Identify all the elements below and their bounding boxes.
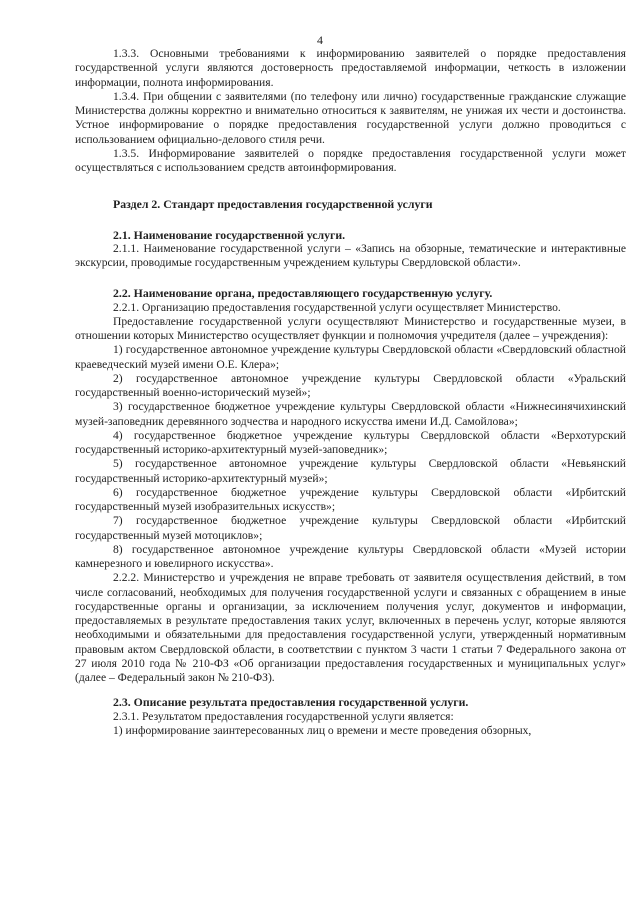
list-item-museum: 7) государственное бюджетное учреждение культуры Свердловской области «Ирбитский государственный музей мотоциклов»;	[75, 514, 626, 542]
list-item-museum: 3) государственное бюджетное учреждение культуры Свердловской области «Нижнесинячихинский музей-заповедник деревянного зодчества и народного искусства имени И.Д. Самойлова»;	[75, 400, 626, 428]
paragraph-2-2-1: 2.2.1. Организацию предоставления государственной услуги осуществляет Министерство.	[113, 300, 561, 314]
paragraph-1-3-5: 1.3.5. Информирование заявителей о порядке предоставления государственной услуги может осуществляться с использованием средств автоинформирования.	[75, 146, 626, 174]
subsection-2-1-heading: 2.1. Наименование государственной услуги.	[113, 227, 346, 242]
subsection-2-3-heading: 2.3. Описание результата предоставления государственной услуги.	[113, 695, 469, 710]
paragraph-2-1-1: 2.1.1. Наименование государственной услуги – «Запись на обзорные, тематические и интерактивные экскурсии, проводимые государственным учреждением культуры Свердловской области».	[75, 241, 626, 269]
paragraph-2-2-1-cont: Предоставление государственной услуги осуществляют Министерство и государственные музеи, в отношении которых Министерство осуществляет функции и полномочия учредителя (далее – учреждения):	[75, 314, 626, 342]
document-body	[75, 47, 626, 738]
paragraph-2-3-1: 2.3.1. Результатом предоставления государственной услуги является:	[113, 709, 454, 723]
section-2-heading: Раздел 2. Стандарт предоставления государственной услуги	[113, 197, 433, 212]
list-item-museum: 5) государственное автономное учреждение культуры Свердловской области «Невьянский государственный историко-архитектурный музей»;	[75, 457, 626, 485]
paragraph-1-3-3: 1.3.3. Основными требованиями к информированию заявителей о порядке предоставления государственной услуги являются достоверность предоставляемой информации, четкость в изложении информации, полнота информирования.	[75, 47, 626, 89]
list-item-museum: 1) государственное автономное учреждение культуры Свердловской области «Свердловский областной краеведческий музей имени О.Е. Клера»;	[75, 343, 626, 371]
paragraph-1-3-4: 1.3.4. При общении с заявителями (по телефону или лично) государственные гражданские служащие Министерства должны корректно и внимательно относиться к заявителям, не унижая их чести и достоинства. Устное информирование о порядке предоставления государственной услуги должно проводиться с использованием официально-делового стиля речи.	[75, 89, 626, 146]
list-item-museum: 4) государственное бюджетное учреждение культуры Свердловской области «Верхотурский государственный историко-архитектурный музей-заповедник»;	[75, 428, 626, 456]
list-item-museum: 8) государственное автономное учреждение культуры Свердловской области «Музей истории камнерезного и ювелирного искусства».	[75, 542, 626, 570]
list-item-museum: 2) государственное автономное учреждение культуры Свердловской области «Уральский государственный военно-исторический музей»;	[75, 371, 626, 399]
page-number: 4	[317, 33, 323, 47]
paragraph-2-3-1-item-1: 1) информирование заинтересованных лиц о времени и месте проведения обзорных,	[113, 723, 532, 737]
list-item-museum: 6) государственное бюджетное учреждение культуры Свердловской области «Ирбитский государственный музей изобразительных искусств»;	[75, 485, 626, 513]
subsection-2-2-heading: 2.2. Наименование органа, предоставляющего государственную услугу.	[113, 286, 493, 301]
paragraph-2-2-2: 2.2.2. Министерство и учреждения не вправе требовать от заявителя осуществления действий, в том числе согласований, необходимых для получения государственной услуги и связанных с обращением в иные государственные органы и организации, за исключением получения услуг, документов и информации, предоставляемых в результате предоставления таких услуг, включенных в перечень услуг, которые являются необходимыми и обязательными для предоставления государственной услуги, утвержденный нормативным правовым актом Свердловской области, в соответствии с пунктом 3 части 1 статьи 7 Федерального закона от 27 июля 2010 года № 210-ФЗ «Об организации предоставления государственных и муниципальных услуг» (далее – Федеральный закон № 210-ФЗ).	[75, 571, 626, 684]
